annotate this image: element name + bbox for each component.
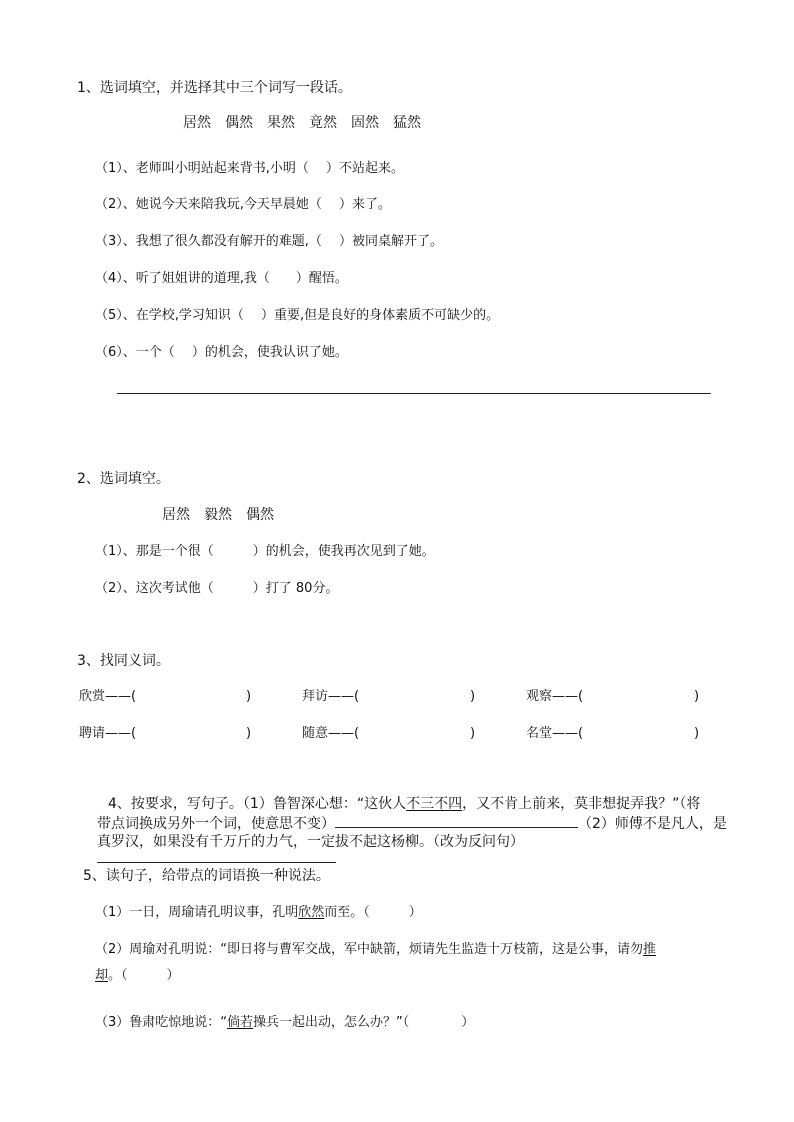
q5-text: （2）周瑜对孔明说：“即日将与曹军交战，军中缺箭，烦请先生监造十万枝箭，这是公事，请勿 — [95, 942, 644, 957]
q4-text: ，又不肯上前来，莫非想捉弄我？”（将 — [462, 796, 701, 812]
q4-line-1 — [108, 796, 700, 812]
q5-item-3 — [95, 1015, 474, 1031]
q5-text: 。（ ） — [108, 968, 180, 983]
q2-word-bank: 居然 毅然 偶然 — [162, 507, 274, 523]
q5-text: 操兵一起出动，怎么办？”（ ） — [253, 1015, 475, 1030]
q1-word-bank: 居然 偶然 果然 竟然 固然 猛然 — [183, 115, 421, 131]
q1-item-6: （6）、一个（ ）的机会，使我认识了她。 — [95, 345, 348, 360]
synonym-close-paren: ) — [470, 726, 476, 741]
q5-text: 而至。（ ） — [324, 905, 422, 920]
q2-item-1: （1）、那是一个很（ ）的机会，使我再次见到了她。 — [95, 544, 435, 559]
q5-dotted-word: 却 — [95, 968, 109, 983]
synonym-close-paren: ) — [694, 726, 700, 741]
q1-item-5: （5）、在学校,学习知识（ ）重要,但是良好的身体素质不可缺少的。 — [95, 308, 500, 323]
q5-dotted-word: 倘若 — [227, 1015, 254, 1030]
q1-item-1: （1）、老师叫小明站起来背书,小明（ ）不站起来。 — [95, 161, 405, 176]
q4-line-3: 真罗汉，如果没有千万斤的力气，一定拔不起这杨柳。（改为反问句） — [97, 834, 524, 850]
q5-item-2-cont — [95, 968, 180, 984]
synonym-prompt: 欣赏——( — [79, 689, 137, 704]
q5-item-2 — [95, 942, 656, 958]
synonym-close-paren: ) — [694, 689, 700, 704]
q3-title: 3、找同义词。 — [77, 653, 170, 669]
synonym-close-paren: ) — [470, 689, 476, 704]
q4-text: （2）师傅不是凡人，是 — [578, 816, 727, 832]
q1-item-3: （3）、我想了很久都没有解开的难题,（ ）被同桌解开了。 — [95, 234, 444, 249]
synonym-close-paren: ) — [246, 689, 252, 704]
q1-title: 1、选词填空，并选择其中三个词写一段话。 — [77, 80, 352, 96]
synonym-prompt: 聘请——( — [79, 726, 137, 741]
q5-text: （3）鲁肃吃惊地说：“ — [95, 1015, 228, 1030]
synonym-close-paren: ) — [246, 726, 252, 741]
q5-dotted-word: 欣然 — [298, 905, 325, 920]
q5-title: 5、读句子，给带点的词语换一种说法。 — [83, 868, 330, 884]
q5-item-1 — [95, 905, 422, 921]
q5-text: （1）一日，周瑜请孔明议事，孔明 — [95, 905, 299, 920]
q1-item-4: （4）、听了姐姐讲的道理,我（ ）醒悟。 — [95, 271, 348, 286]
q4-text: 4、按要求，写句子。（1）鲁智深心想：“这伙人 — [108, 796, 407, 812]
q1-writing-line[interactable] — [117, 393, 711, 394]
q4-dotted-word: 不三不四 — [406, 796, 463, 812]
q4-text: 带点词换成另外一个词，使意思不变） — [97, 816, 335, 832]
q2-title: 2、选词填空。 — [77, 471, 170, 487]
synonym-prompt: 观察——( — [526, 689, 584, 704]
q5-dotted-word: 推 — [643, 942, 657, 957]
synonym-prompt: 随意——( — [302, 726, 360, 741]
q1-item-2: （2）、她说今天来陪我玩,今天早晨她（ ）来了。 — [95, 197, 392, 212]
q4-answer-blank-2[interactable] — [97, 862, 336, 863]
synonym-prompt: 名堂——( — [526, 726, 584, 741]
q4-answer-blank-1[interactable] — [335, 815, 578, 828]
q2-item-2: （2）、这次考试他（ ）打了 80分。 — [95, 581, 339, 596]
synonym-prompt: 拜访——( — [302, 689, 360, 704]
q4-line-2 — [97, 815, 727, 832]
